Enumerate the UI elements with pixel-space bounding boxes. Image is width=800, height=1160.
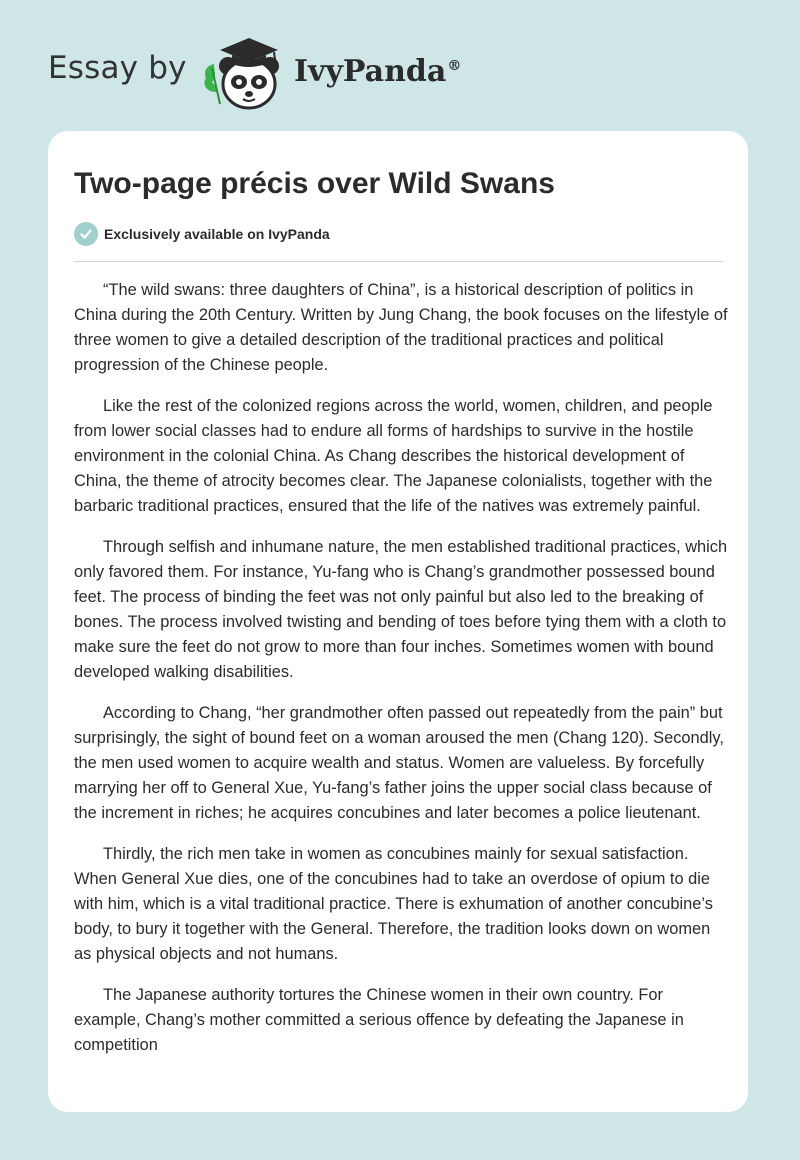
essay-body — [74, 278, 729, 1074]
paragraph: Thirdly, the rich men take in women as concubines mainly for sexual satisfaction. When General Xue dies, one of the concubines had to take an overdose of opium to die with him, which is a vital traditional practice. There is exhumation of another concubine’s body, to bury it together with the General. Therefore, the tradition looks down on women as physical objects and not humans. — [74, 845, 713, 963]
brand-name: IvyPanda® — [294, 54, 462, 89]
paragraph: Like the rest of the colonized regions across the world, women, children, and people from lower social classes had to endure all forms of hardships to survive in the hostile environment in the colonial China. As Chang describes the historical development of China, the theme of atrocity becomes clear. The Japanese colonialists, together with the barbaric traditional practices, ensured that the life of the natives was extremely painful. — [74, 397, 713, 515]
paragraph: According to Chang, “her grandmother often passed out repeatedly from the pain” but surprisingly, the sight of bound feet on a woman aroused the men (Chang 120). Secondly, the men used women to acquire wealth and status. Women are valueless. By forcefully marrying her off to General Xue, Yu-fang’s father joins the upper social class because of the increment in riches; he acquires concubines and later becomes a police lieutenant. — [74, 704, 724, 822]
exclusive-badge-label: Exclusively available on IvyPanda — [104, 226, 330, 242]
essay-title: Two-page précis over Wild Swans — [74, 167, 555, 200]
paragraph: The Japanese authority tortures the Chinese women in their own country. For example, Chang’s mother committed a serious offence by defeating the Japanese in competition — [74, 986, 684, 1054]
site-header — [48, 28, 548, 118]
panda-graduation-cap-icon — [200, 32, 292, 112]
paragraph: Through selfish and inhumane nature, the men established traditional practices, which only favored them. For instance, Yu-fang who is Chang’s grandmother possessed bound feet. The process of binding the feet was not only painful but also led to the breaking of bones. The process involved twisting and bending of toes before tying them with a cloth to make sure the feet do not grow to more than four inches. Sometimes women with bound developed walking disabilities. — [74, 538, 728, 681]
essay-by-label: Essay by — [48, 50, 187, 86]
essay-card — [48, 131, 748, 1112]
divider — [74, 261, 723, 262]
paragraph: “The wild swans: three daughters of China”, is a historical description of politics in China during the 20th Century. Written by Jung Chang, the book focuses on the lifestyle of three women to give a detailed description of the traditional practices and political progression of the Chinese people. — [74, 281, 728, 374]
exclusive-badge — [74, 221, 330, 247]
check-circle-icon — [74, 222, 98, 246]
